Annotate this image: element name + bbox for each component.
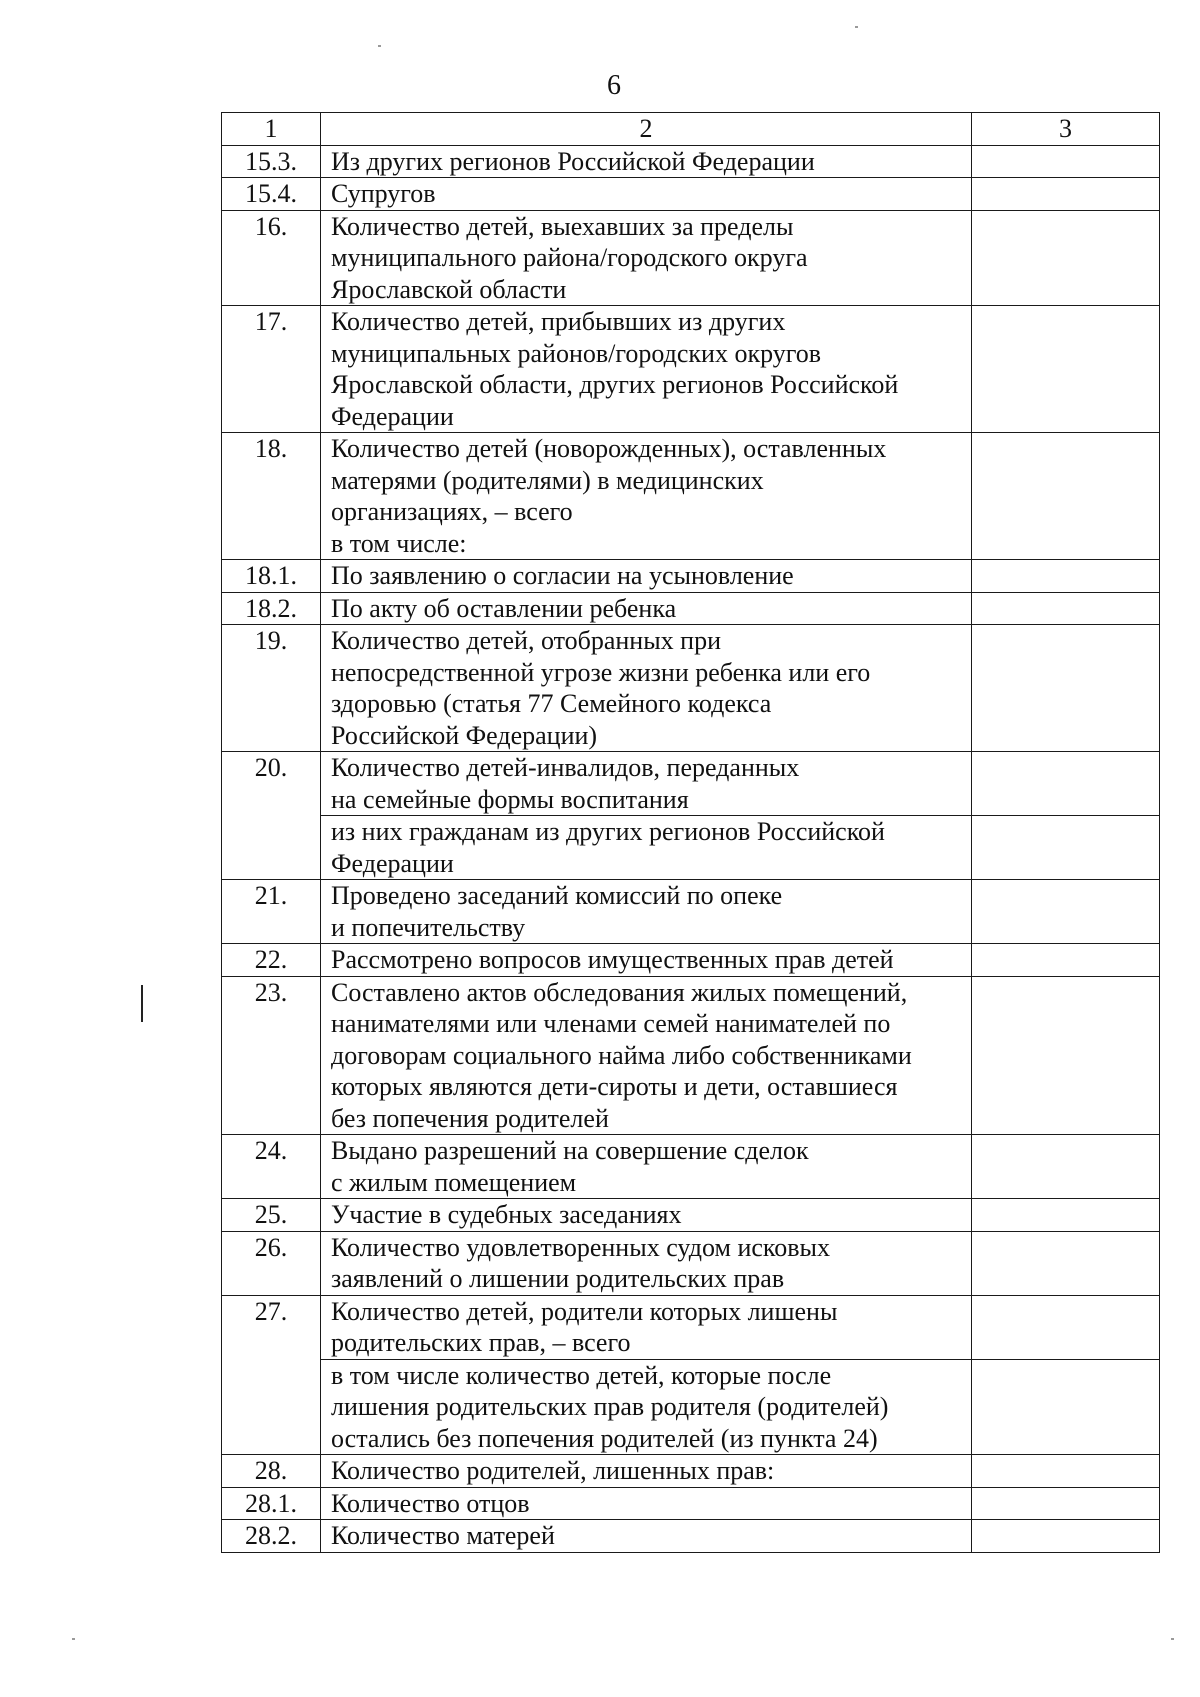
row-value-cell[interactable]	[972, 1295, 1160, 1359]
row-description: Количество удовлетворенных судом исковых заявлений о лишении родительских прав	[321, 1231, 972, 1295]
row-number: 23.	[222, 976, 321, 1135]
table-row	[222, 210, 1160, 306]
row-number: 25.	[222, 1199, 321, 1232]
table-row	[222, 1295, 1160, 1359]
row-number: 16.	[222, 210, 321, 306]
table-row	[222, 1520, 1160, 1553]
row-description: Количество матерей	[321, 1520, 972, 1553]
table-row	[222, 178, 1160, 211]
scan-speck	[855, 26, 858, 28]
row-value-cell[interactable]	[972, 944, 1160, 977]
row-value-cell[interactable]	[972, 976, 1160, 1135]
row-number: 28.	[222, 1455, 321, 1488]
row-description: По акту об оставлении ребенка	[321, 592, 972, 625]
row-number: 18.1.	[222, 560, 321, 593]
table-row	[222, 752, 1160, 816]
row-description: Составлено актов обследования жилых помещений, нанимателями или членами семей нанимателей по договорам социального найма либо собственниками которых являются дети-сироты и дети, оставшиеся без попечения родителей	[321, 976, 972, 1135]
row-sub-description: в том числе количество детей, которые после лишения родительских прав родителя (родителей) остались без попечения родителей (из пункта 24)	[321, 1359, 972, 1455]
row-value-cell[interactable]	[972, 433, 1160, 560]
table-subrow	[222, 1359, 1160, 1455]
row-number: 22.	[222, 944, 321, 977]
row-number: 19.	[222, 625, 321, 752]
table-subrow	[222, 816, 1160, 880]
row-number: 28.1.	[222, 1487, 321, 1520]
page-number: 6	[607, 70, 621, 101]
column-header-3: 3	[972, 113, 1160, 146]
row-number: 28.2.	[222, 1520, 321, 1553]
row-description: Количество детей (новорожденных), оставленных матерями (родителями) в медицинских организациях, – всего в том числе:	[321, 433, 972, 560]
row-value-cell[interactable]	[972, 1520, 1160, 1553]
row-description: Количество детей, выехавших за пределы муниципального района/городского округа Ярославской области	[321, 210, 972, 306]
row-value-cell[interactable]	[972, 1199, 1160, 1232]
column-header-1: 1	[222, 113, 321, 146]
row-value-cell[interactable]	[972, 145, 1160, 178]
report-table	[221, 112, 1160, 1553]
row-value-cell[interactable]	[972, 560, 1160, 593]
row-number: 18.2.	[222, 592, 321, 625]
table-row	[222, 1199, 1160, 1232]
table-row	[222, 880, 1160, 944]
row-description: По заявлению о согласии на усыновление	[321, 560, 972, 593]
row-value-cell[interactable]	[972, 625, 1160, 752]
row-value-cell[interactable]	[972, 1487, 1160, 1520]
row-description: Супругов	[321, 178, 972, 211]
row-description: Количество отцов	[321, 1487, 972, 1520]
table-row	[222, 592, 1160, 625]
table-header-row	[222, 113, 1160, 146]
scan-speck	[378, 45, 381, 47]
row-description: Проведено заседаний комиссий по опеке и попечительству	[321, 880, 972, 944]
row-description: Количество детей, прибывших из других муниципальных районов/городских округов Ярославской области, других регионов Российской Федерации	[321, 306, 972, 433]
table-row	[222, 433, 1160, 560]
row-sub-value-cell[interactable]	[972, 816, 1160, 880]
row-number: 21.	[222, 880, 321, 944]
table-row	[222, 145, 1160, 178]
row-number: 17.	[222, 306, 321, 433]
row-description: Выдано разрешений на совершение сделок с жилым помещением	[321, 1135, 972, 1199]
row-description: Количество детей, родители которых лишены родительских прав, – всего	[321, 1295, 972, 1359]
table-row	[222, 976, 1160, 1135]
row-value-cell[interactable]	[972, 1231, 1160, 1295]
row-value-cell[interactable]	[972, 178, 1160, 211]
row-description: Количество детей-инвалидов, переданных на семейные формы воспитания	[321, 752, 972, 816]
row-description: Участие в судебных заседаниях	[321, 1199, 972, 1232]
row-description: Из других регионов Российской Федерации	[321, 145, 972, 178]
table-row	[222, 1487, 1160, 1520]
table-row	[222, 625, 1160, 752]
row-number: 27.	[222, 1295, 321, 1455]
scan-speck	[72, 1638, 75, 1640]
row-value-cell[interactable]	[972, 210, 1160, 306]
row-number: 26.	[222, 1231, 321, 1295]
table-row	[222, 1231, 1160, 1295]
column-header-2: 2	[321, 113, 972, 146]
row-value-cell[interactable]	[972, 306, 1160, 433]
scan-speck	[1171, 1638, 1174, 1640]
row-value-cell[interactable]	[972, 592, 1160, 625]
table-row	[222, 306, 1160, 433]
row-number: 24.	[222, 1135, 321, 1199]
row-number: 20.	[222, 752, 321, 880]
row-sub-description: из них гражданам из других регионов Российской Федерации	[321, 816, 972, 880]
row-description: Количество детей, отобранных при непосредственной угрозе жизни ребенка или его здоровью (статья 77 Семейного кодекса Российской Федерации)	[321, 625, 972, 752]
margin-mark	[141, 985, 143, 1022]
row-number: 15.4.	[222, 178, 321, 211]
table-row	[222, 1135, 1160, 1199]
row-number: 15.3.	[222, 145, 321, 178]
row-value-cell[interactable]	[972, 752, 1160, 816]
row-value-cell[interactable]	[972, 1135, 1160, 1199]
row-description: Количество родителей, лишенных прав:	[321, 1455, 972, 1488]
table-row	[222, 1455, 1160, 1488]
row-description: Рассмотрено вопросов имущественных прав детей	[321, 944, 972, 977]
row-sub-value-cell[interactable]	[972, 1359, 1160, 1455]
table-row	[222, 944, 1160, 977]
row-number: 18.	[222, 433, 321, 560]
row-value-cell[interactable]	[972, 1455, 1160, 1488]
row-value-cell[interactable]	[972, 880, 1160, 944]
table-row	[222, 560, 1160, 593]
